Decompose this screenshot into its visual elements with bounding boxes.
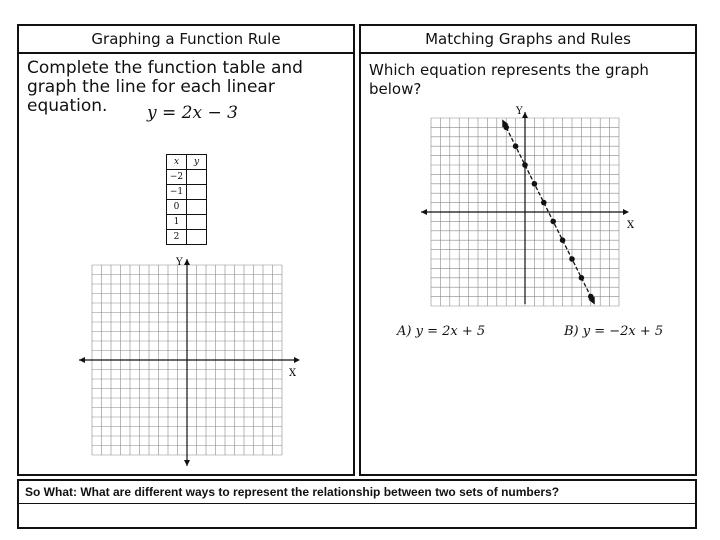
y-axis-down-arrow-icon xyxy=(184,460,190,466)
y-axis-label: Y xyxy=(516,106,523,117)
x-value: 1 xyxy=(167,215,187,230)
table-row xyxy=(167,215,207,230)
linear-equation: y = 2x − 3 xyxy=(147,103,238,123)
table-row xyxy=(167,185,207,200)
matching-graphs-panel xyxy=(359,24,697,476)
so-what-prompt: So What: What are different ways to represent the relationship between two sets of numbers? xyxy=(19,481,695,504)
data-point xyxy=(550,219,556,225)
data-point xyxy=(560,237,566,243)
data-point xyxy=(503,125,509,131)
data-point xyxy=(588,294,594,300)
data-point xyxy=(579,275,585,281)
choice-a-letter: A) xyxy=(397,324,412,339)
data-point xyxy=(522,162,528,168)
y-axis-arrow-icon xyxy=(184,259,190,265)
instruction-text: Complete the function table and graph the line for each linear equation. xyxy=(27,58,303,116)
data-point xyxy=(541,200,547,206)
table-row xyxy=(167,230,207,245)
x-axis-label: X xyxy=(289,368,297,379)
choice-b-letter: B) xyxy=(564,324,579,339)
data-point xyxy=(513,143,519,149)
table-row xyxy=(167,200,207,215)
x-value: −1 xyxy=(167,185,187,200)
y-value-cell[interactable] xyxy=(187,170,207,185)
choice-a-equation: y = 2x + 5 xyxy=(415,324,486,339)
choice-b[interactable] xyxy=(564,324,663,339)
so-what-box xyxy=(17,479,697,529)
x-value: 2 xyxy=(167,230,187,245)
answer-area[interactable] xyxy=(19,504,695,527)
x-column-header: x xyxy=(167,155,187,170)
right-panel-title: Matching Graphs and Rules xyxy=(361,26,695,54)
choice-a[interactable] xyxy=(397,324,485,339)
x-axis-arrow-icon xyxy=(623,209,629,215)
choice-b-equation: y = −2x + 5 xyxy=(582,324,664,339)
x-value: −2 xyxy=(167,170,187,185)
blank-coordinate-grid[interactable] xyxy=(19,254,355,484)
y-axis-arrow-icon xyxy=(522,112,528,118)
x-axis-arrow-icon xyxy=(294,357,300,363)
y-axis-label: Y xyxy=(176,257,183,268)
y-value-cell[interactable] xyxy=(187,185,207,200)
x-axis-left-arrow-icon xyxy=(79,357,85,363)
left-panel-title: Graphing a Function Rule xyxy=(19,26,353,54)
y-value-cell[interactable] xyxy=(187,200,207,215)
x-value: 0 xyxy=(167,200,187,215)
y-value-cell[interactable] xyxy=(187,230,207,245)
function-table xyxy=(166,154,207,245)
x-axis-label: X xyxy=(627,220,635,231)
table-row xyxy=(167,170,207,185)
question-text: Which equation represents the graph below? xyxy=(369,61,649,98)
graphing-function-rule-panel xyxy=(17,24,355,476)
y-value-cell[interactable] xyxy=(187,215,207,230)
x-axis-left-arrow-icon xyxy=(421,209,427,215)
data-point xyxy=(532,181,538,187)
data-point xyxy=(569,256,575,262)
y-column-header: y xyxy=(187,155,207,170)
table-header-row xyxy=(167,155,207,170)
line-graph xyxy=(361,104,697,329)
